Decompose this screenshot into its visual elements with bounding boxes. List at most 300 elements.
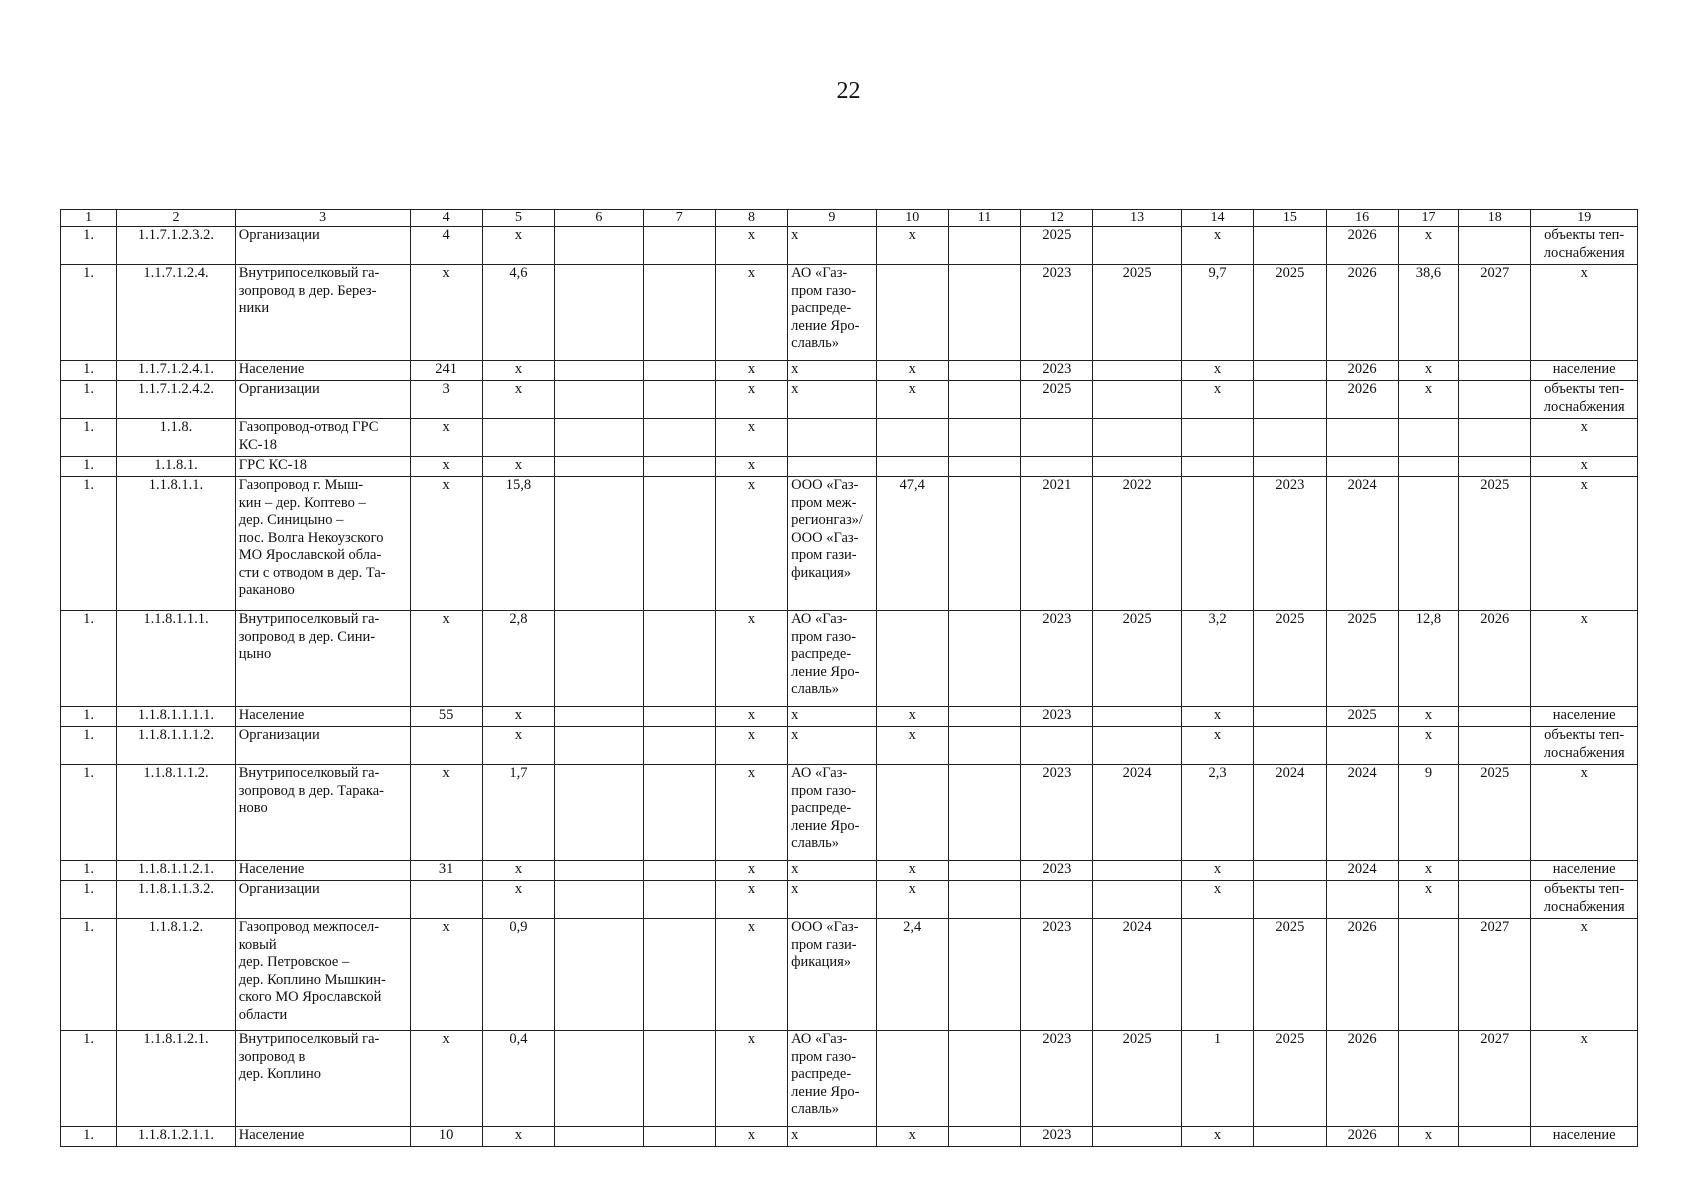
table-cell: [1254, 457, 1326, 477]
column-number-cell: 4: [410, 210, 482, 227]
table-row: [61, 1127, 1638, 1147]
table-cell: [1254, 727, 1326, 765]
table-cell: х: [1531, 1031, 1638, 1127]
table-cell: 2024: [1093, 919, 1181, 1031]
table-cell: [555, 919, 643, 1031]
table-row: [61, 765, 1638, 861]
table-cell: [1021, 727, 1093, 765]
table-row: [61, 881, 1638, 919]
table-cell: [1459, 707, 1531, 727]
table-cell: 2024: [1326, 861, 1398, 881]
table-cell: 2024: [1326, 477, 1398, 611]
table-cell: х: [1531, 457, 1638, 477]
table-cell: [1181, 419, 1253, 457]
table-cell: 1.: [61, 765, 117, 861]
table-cell: 55: [410, 707, 482, 727]
column-number-cell: 19: [1531, 210, 1638, 227]
table-cell: [555, 477, 643, 611]
column-number-cell: 1: [61, 210, 117, 227]
table-cell: [948, 727, 1020, 765]
table-cell: х: [1531, 611, 1638, 707]
table-cell: население: [1531, 1127, 1638, 1147]
table-cell: х: [1181, 227, 1253, 265]
table-cell: х: [1531, 477, 1638, 611]
table-cell: х: [715, 727, 787, 765]
table-cell: х: [715, 477, 787, 611]
table-cell: 9: [1398, 765, 1458, 861]
table-cell: [948, 1127, 1020, 1147]
table-cell: 1.1.8.1.2.1.: [117, 1031, 236, 1127]
table-cell: [1459, 227, 1531, 265]
table-cell: х: [715, 265, 787, 361]
table-cell: 1.: [61, 227, 117, 265]
table-cell: х: [1181, 881, 1253, 919]
table-cell: 2023: [1021, 611, 1093, 707]
table-cell: [1181, 919, 1253, 1031]
table-cell: 1.1.7.1.2.4.1.: [117, 361, 236, 381]
table-cell: АО «Газ- пром газо- распреде- ление Яро- славль»: [788, 1031, 876, 1127]
table-cell: [948, 881, 1020, 919]
table-cell: 1.: [61, 457, 117, 477]
table-cell: [948, 227, 1020, 265]
table-cell: [643, 611, 715, 707]
table-cell: [1254, 861, 1326, 881]
table-cell: х: [1181, 707, 1253, 727]
table-cell: [643, 381, 715, 419]
table-cell: 2025: [1459, 765, 1531, 861]
table-cell: Внутрипоселковый га- зопровод в дер. Берез- ники: [235, 265, 410, 361]
table-cell: х: [410, 265, 482, 361]
table-cell: 1.: [61, 861, 117, 881]
table-cell: [1093, 1127, 1181, 1147]
table-cell: [1459, 861, 1531, 881]
table-cell: х: [1398, 1127, 1458, 1147]
table-cell: х: [1398, 707, 1458, 727]
table-cell: 2026: [1326, 919, 1398, 1031]
table-cell: [643, 1031, 715, 1127]
table-cell: [1459, 419, 1531, 457]
table-cell: х: [788, 727, 876, 765]
table-cell: 2026: [1459, 611, 1531, 707]
table-row: [61, 611, 1638, 707]
column-number-cell: 17: [1398, 210, 1458, 227]
table-cell: [1254, 707, 1326, 727]
table-cell: [643, 457, 715, 477]
table-cell: х: [715, 707, 787, 727]
table-cell: [1093, 419, 1181, 457]
table-cell: х: [715, 1031, 787, 1127]
table-cell: [1093, 727, 1181, 765]
table-cell: [410, 727, 482, 765]
table-cell: [643, 477, 715, 611]
table-cell: 1.1.7.1.2.3.2.: [117, 227, 236, 265]
table-cell: Организации: [235, 727, 410, 765]
table-cell: [1459, 361, 1531, 381]
table-cell: х: [482, 881, 554, 919]
table-cell: 1.1.8.1.2.: [117, 919, 236, 1031]
table-cell: [948, 1031, 1020, 1127]
table-cell: [1093, 457, 1181, 477]
table-cell: 2025: [1326, 611, 1398, 707]
table-row: [61, 861, 1638, 881]
table-cell: [555, 227, 643, 265]
table-cell: 3,2: [1181, 611, 1253, 707]
table-cell: 1.: [61, 419, 117, 457]
table-cell: [1459, 1127, 1531, 1147]
table-cell: 31: [410, 861, 482, 881]
table-cell: х: [1398, 227, 1458, 265]
table-cell: 1.: [61, 611, 117, 707]
table-cell: 1.1.8.1.1.2.: [117, 765, 236, 861]
table-cell: х: [876, 1127, 948, 1147]
column-number-cell: 12: [1021, 210, 1093, 227]
table-cell: х: [788, 707, 876, 727]
table-cell: 1.: [61, 919, 117, 1031]
table-cell: Внутрипоселковый га- зопровод в дер. Тарака- ново: [235, 765, 410, 861]
table-cell: [1459, 881, 1531, 919]
table-cell: 2025: [1093, 265, 1181, 361]
table-cell: 1.: [61, 381, 117, 419]
table-cell: 2024: [1254, 765, 1326, 861]
table-cell: [876, 265, 948, 361]
table-cell: х: [410, 419, 482, 457]
table-cell: 1.1.8.1.1.: [117, 477, 236, 611]
table-cell: 1.1.8.1.1.1.1.: [117, 707, 236, 727]
table-cell: х: [1181, 381, 1253, 419]
table-cell: х: [788, 861, 876, 881]
table-row: [61, 265, 1638, 361]
table-cell: [948, 611, 1020, 707]
table-cell: [1459, 381, 1531, 419]
table-cell: [948, 381, 1020, 419]
table-row: [61, 707, 1638, 727]
table-cell: Население: [235, 861, 410, 881]
table-row: [61, 227, 1638, 265]
table-cell: [643, 919, 715, 1031]
table-cell: [410, 881, 482, 919]
table-cell: 2025: [1326, 707, 1398, 727]
table-cell: [1326, 419, 1398, 457]
table-cell: х: [788, 361, 876, 381]
table-cell: [643, 707, 715, 727]
table-cell: 1.1.8.1.1.1.2.: [117, 727, 236, 765]
table-cell: [948, 457, 1020, 477]
table-cell: х: [715, 861, 787, 881]
table-cell: [555, 707, 643, 727]
table-cell: 1: [1181, 1031, 1253, 1127]
table-cell: Население: [235, 1127, 410, 1147]
table-cell: х: [1398, 861, 1458, 881]
table-cell: х: [1181, 727, 1253, 765]
table-cell: [948, 419, 1020, 457]
table-cell: 241: [410, 361, 482, 381]
table-cell: 2026: [1326, 227, 1398, 265]
table-cell: х: [715, 881, 787, 919]
column-number-cell: 9: [788, 210, 876, 227]
table-cell: [1254, 227, 1326, 265]
table-cell: АО «Газ- пром газо- распреде- ление Яро- славль»: [788, 611, 876, 707]
table-cell: [643, 419, 715, 457]
column-number-cell: 7: [643, 210, 715, 227]
table-cell: х: [876, 227, 948, 265]
table-cell: х: [1398, 727, 1458, 765]
table-cell: [1398, 919, 1458, 1031]
table-cell: Внутрипоселковый га- зопровод в дер. Сини- цыно: [235, 611, 410, 707]
table-cell: [876, 611, 948, 707]
table-cell: 2025: [1254, 1031, 1326, 1127]
table-cell: [876, 457, 948, 477]
table-cell: [555, 611, 643, 707]
table-cell: ООО «Газ- пром гази- фикация»: [788, 919, 876, 1031]
gas-pipeline-table: [60, 209, 1638, 1147]
table-cell: [1093, 361, 1181, 381]
table-cell: [948, 765, 1020, 861]
table-cell: объекты теп- лоснабжения: [1531, 881, 1638, 919]
column-number-cell: 3: [235, 210, 410, 227]
table-cell: х: [715, 1127, 787, 1147]
table-cell: [1254, 881, 1326, 919]
table-cell: [643, 361, 715, 381]
table-cell: Организации: [235, 227, 410, 265]
table-cell: [1326, 727, 1398, 765]
table-cell: х: [715, 381, 787, 419]
table-row: [61, 457, 1638, 477]
table-cell: 15,8: [482, 477, 554, 611]
column-number-cell: 5: [482, 210, 554, 227]
table-cell: 2023: [1254, 477, 1326, 611]
table-row: [61, 919, 1638, 1031]
table-cell: [1093, 227, 1181, 265]
table-cell: [948, 919, 1020, 1031]
table-cell: х: [1531, 919, 1638, 1031]
table-cell: х: [715, 765, 787, 861]
table-cell: 1.: [61, 727, 117, 765]
table-cell: 4: [410, 227, 482, 265]
table-cell: 2024: [1326, 765, 1398, 861]
column-number-cell: 14: [1181, 210, 1253, 227]
table-cell: х: [482, 361, 554, 381]
table-cell: х: [1531, 765, 1638, 861]
table-cell: 1.: [61, 477, 117, 611]
table-cell: х: [715, 361, 787, 381]
table-cell: х: [410, 457, 482, 477]
table-cell: [876, 419, 948, 457]
table-cell: [1181, 457, 1253, 477]
table-cell: [555, 881, 643, 919]
table-cell: 2025: [1459, 477, 1531, 611]
table-cell: население: [1531, 707, 1638, 727]
column-number-row: [61, 210, 1638, 227]
table-cell: х: [410, 1031, 482, 1127]
column-number-cell: 11: [948, 210, 1020, 227]
table-cell: х: [1398, 381, 1458, 419]
table-cell: [555, 457, 643, 477]
table-cell: х: [876, 381, 948, 419]
table-cell: 2025: [1021, 227, 1093, 265]
table-cell: АО «Газ- пром газо- распреде- ление Яро- славль»: [788, 265, 876, 361]
table-cell: [1398, 457, 1458, 477]
table-cell: 2023: [1021, 1031, 1093, 1127]
table-cell: х: [482, 1127, 554, 1147]
table-cell: Организации: [235, 881, 410, 919]
table-cell: 12,8: [1398, 611, 1458, 707]
table-cell: х: [1181, 1127, 1253, 1147]
table-cell: [555, 419, 643, 457]
table-cell: 4,6: [482, 265, 554, 361]
table-cell: 1.1.8.1.2.1.1.: [117, 1127, 236, 1147]
table-cell: х: [788, 1127, 876, 1147]
table-cell: 2021: [1021, 477, 1093, 611]
table-cell: ГРС КС-18: [235, 457, 410, 477]
table-cell: 2023: [1021, 361, 1093, 381]
table-cell: [555, 765, 643, 861]
column-number-cell: 2: [117, 210, 236, 227]
table-row: [61, 477, 1638, 611]
table-cell: [1021, 419, 1093, 457]
table-cell: [1021, 457, 1093, 477]
table-cell: х: [876, 881, 948, 919]
table-cell: х: [876, 861, 948, 881]
table-cell: [555, 361, 643, 381]
table-cell: х: [715, 419, 787, 457]
table-cell: объекты теп- лоснабжения: [1531, 727, 1638, 765]
table-cell: х: [788, 381, 876, 419]
table-cell: 1.1.8.1.: [117, 457, 236, 477]
table-cell: [948, 707, 1020, 727]
table-cell: х: [410, 477, 482, 611]
table-cell: х: [410, 611, 482, 707]
table-cell: [1254, 361, 1326, 381]
table-cell: х: [1531, 419, 1638, 457]
table-cell: объекты теп- лоснабжения: [1531, 227, 1638, 265]
table-cell: 2023: [1021, 861, 1093, 881]
table-cell: население: [1531, 861, 1638, 881]
table-cell: [555, 1031, 643, 1127]
table-cell: х: [876, 727, 948, 765]
table-cell: х: [715, 919, 787, 1031]
table-cell: Население: [235, 707, 410, 727]
table-cell: х: [715, 457, 787, 477]
table-cell: [948, 361, 1020, 381]
table-cell: АО «Газ- пром газо- распреде- ление Яро- славль»: [788, 765, 876, 861]
table-cell: [1254, 381, 1326, 419]
table-cell: 2023: [1021, 1127, 1093, 1147]
table-cell: [1254, 1127, 1326, 1147]
table-cell: 0,4: [482, 1031, 554, 1127]
table-cell: [643, 727, 715, 765]
table-cell: 2025: [1093, 1031, 1181, 1127]
table-cell: Газопровод-отвод ГРС КС-18: [235, 419, 410, 457]
table-cell: [555, 381, 643, 419]
table-cell: х: [482, 727, 554, 765]
table-cell: [1021, 881, 1093, 919]
table-body: [61, 210, 1638, 1147]
table-cell: [1093, 381, 1181, 419]
column-number-cell: 6: [555, 210, 643, 227]
table-cell: 38,6: [1398, 265, 1458, 361]
table-cell: 2023: [1021, 265, 1093, 361]
table-cell: х: [482, 381, 554, 419]
table-cell: Газопровод г. Мыш- кин – дер. Коптево – дер. Синицыно – пос. Волга Некоузского МО Ярославской обла- сти с отводом в дер. Та- раканово: [235, 477, 410, 611]
table-cell: ООО «Газ- пром меж- регионгаз»/ ООО «Газ- пром гази- фикация»: [788, 477, 876, 611]
table-cell: 2022: [1093, 477, 1181, 611]
table-cell: х: [1181, 361, 1253, 381]
table-cell: 1.: [61, 707, 117, 727]
table-cell: х: [715, 611, 787, 707]
table-cell: [1459, 457, 1531, 477]
table-cell: 2,4: [876, 919, 948, 1031]
table-cell: 2023: [1021, 765, 1093, 861]
column-number-cell: 15: [1254, 210, 1326, 227]
table-cell: 2025: [1021, 381, 1093, 419]
table-cell: 2,8: [482, 611, 554, 707]
table-cell: [948, 265, 1020, 361]
table-cell: Внутрипоселковый га- зопровод в дер. Коплино: [235, 1031, 410, 1127]
table-cell: х: [482, 457, 554, 477]
table-cell: 1.1.8.1.1.3.2.: [117, 881, 236, 919]
table-cell: [876, 1031, 948, 1127]
table-cell: 2026: [1326, 1127, 1398, 1147]
table-cell: 2025: [1093, 611, 1181, 707]
table-cell: [643, 227, 715, 265]
table-cell: [555, 727, 643, 765]
table-row: [61, 727, 1638, 765]
table-cell: 2025: [1254, 919, 1326, 1031]
table-cell: х: [410, 919, 482, 1031]
table-cell: 47,4: [876, 477, 948, 611]
table-cell: [1326, 457, 1398, 477]
table-cell: [948, 861, 1020, 881]
table-cell: х: [788, 227, 876, 265]
table-cell: 2,3: [1181, 765, 1253, 861]
table-cell: [643, 765, 715, 861]
table-cell: [948, 477, 1020, 611]
table-cell: х: [482, 227, 554, 265]
table-cell: 2027: [1459, 919, 1531, 1031]
table-cell: население: [1531, 361, 1638, 381]
table-cell: 1.: [61, 265, 117, 361]
table-cell: [1326, 881, 1398, 919]
table-cell: х: [482, 861, 554, 881]
table-cell: [788, 419, 876, 457]
column-number-cell: 8: [715, 210, 787, 227]
table-cell: 1.: [61, 361, 117, 381]
table-cell: 1.: [61, 1127, 117, 1147]
table-cell: [1398, 419, 1458, 457]
table-cell: [1181, 477, 1253, 611]
table-row: [61, 419, 1638, 457]
table-cell: 2026: [1326, 381, 1398, 419]
table-cell: [1093, 707, 1181, 727]
column-number-cell: 13: [1093, 210, 1181, 227]
table-cell: 1.: [61, 1031, 117, 1127]
table-cell: 1.: [61, 881, 117, 919]
table-cell: [482, 419, 554, 457]
table-row: [61, 381, 1638, 419]
table-cell: 10: [410, 1127, 482, 1147]
table-cell: х: [876, 361, 948, 381]
page-number: 22: [836, 78, 861, 104]
table-cell: 2024: [1093, 765, 1181, 861]
column-number-cell: 10: [876, 210, 948, 227]
column-number-cell: 16: [1326, 210, 1398, 227]
table-cell: 1.1.7.1.2.4.: [117, 265, 236, 361]
table-cell: х: [788, 881, 876, 919]
table-cell: 2025: [1254, 611, 1326, 707]
table-cell: [643, 1127, 715, 1147]
table-cell: [643, 881, 715, 919]
table-cell: 1,7: [482, 765, 554, 861]
